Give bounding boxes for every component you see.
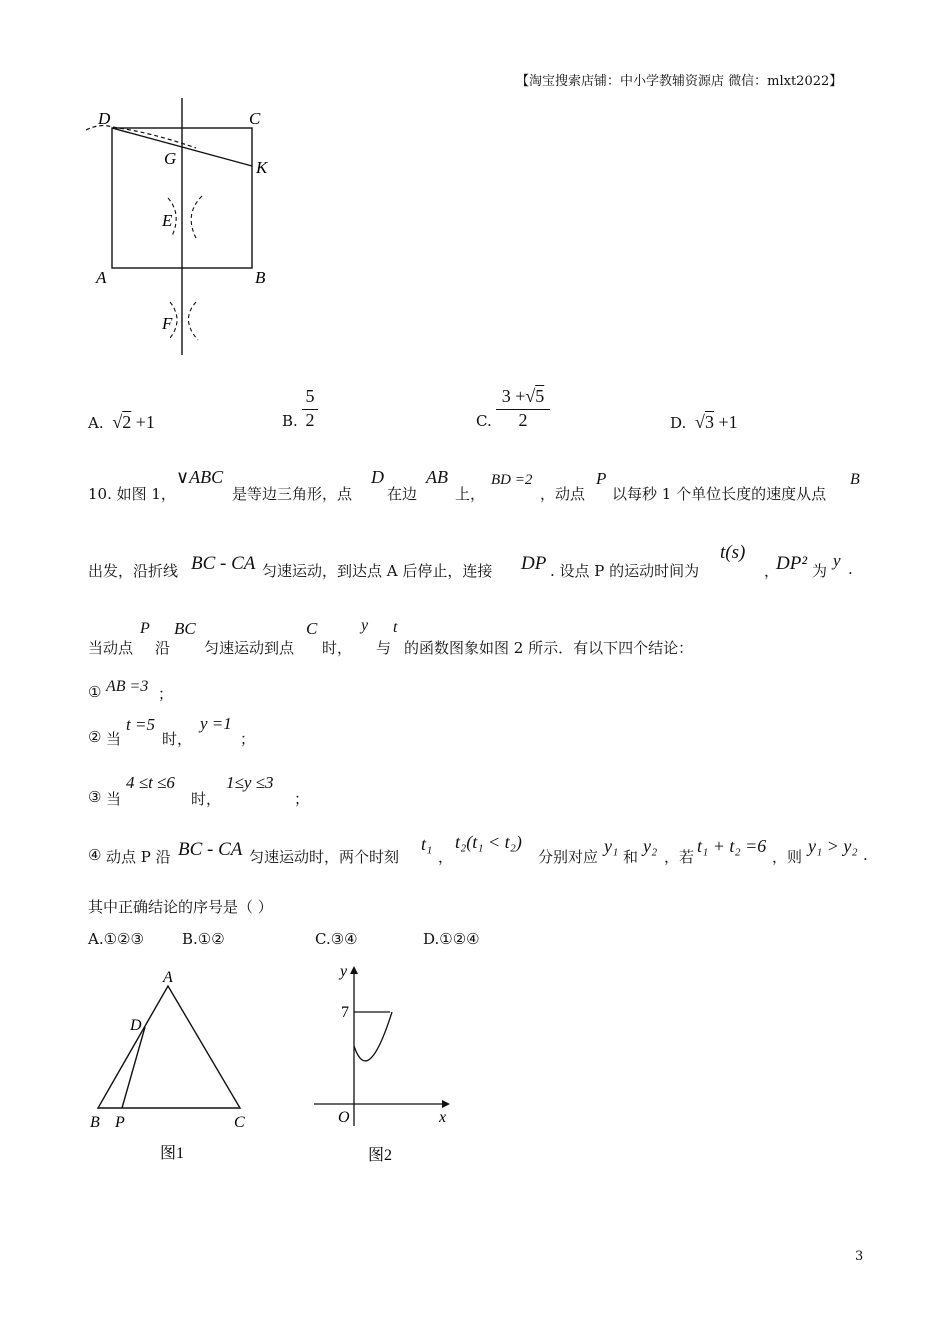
conclusion-4-text5: ，则	[772, 848, 803, 866]
fig1-label-b: B	[90, 1114, 100, 1131]
q10-option-b[interactable]: B.①②	[182, 930, 225, 948]
conclusion-4-number: ④	[88, 846, 102, 864]
label-b: B	[255, 268, 266, 287]
q10-option-d[interactable]: D.①②④	[423, 930, 480, 948]
q10-l3-text6: 的函数图象如图 2 所示．有以下四个结论：	[404, 639, 694, 657]
conclusion-2-end: ；	[240, 730, 256, 748]
q10-l3-y: y	[361, 617, 369, 634]
q10-l3-c: C	[306, 619, 318, 638]
option-c-numerator: 3 +√5	[501, 386, 545, 406]
fig1-caption: 图1	[160, 1145, 185, 1162]
option-a-label: A.	[88, 414, 104, 432]
conclusion-4-path: BC - CA	[178, 839, 243, 860]
page-number: 3	[855, 1249, 864, 1264]
conclusion-3-text2: 时，	[191, 790, 222, 808]
q10-l1-text5: 以每秒 1 个单位长度的速度从点	[612, 485, 827, 503]
conclusion-3-text1: 当	[106, 790, 122, 808]
option-d-radicand: 3	[704, 412, 714, 432]
q10-l2-text6: .	[848, 560, 853, 578]
conclusion-2-number: ②	[88, 728, 102, 746]
q10-l1-text4: ，动点	[540, 485, 586, 503]
conclusion-4-t1: t₁	[421, 834, 433, 854]
q10-l2-dp: DP	[521, 553, 547, 574]
y-axis-arrow	[350, 966, 358, 974]
conclusion-4-y1: y₁	[604, 836, 619, 856]
label-g: G	[164, 149, 177, 168]
q10-question: 其中正确结论的序号是（ ）	[88, 898, 273, 916]
fig2-label-x: x	[439, 1109, 447, 1126]
q10-l1-ab: AB	[426, 467, 448, 487]
label-a: A	[96, 268, 107, 287]
conclusion-2-math1: t =5	[126, 715, 155, 734]
conclusion-4-and: 和	[623, 848, 639, 866]
option-a-math: √2 +1	[112, 412, 155, 432]
conclusion-4-comma: ，	[438, 848, 454, 866]
q10-l3-text3: 匀速运动到点	[204, 639, 295, 657]
q10-l2-y: y	[833, 551, 841, 570]
conclusion-4-sum: t₁ + t₂ =6	[697, 836, 767, 856]
fig1-label-d: D	[130, 1017, 142, 1034]
option-c-denominator: 2	[496, 409, 550, 431]
q10-l1-p: P	[596, 469, 607, 488]
conclusion-4-y2: y₂	[643, 836, 658, 856]
q10-l3-text2: 沿	[155, 639, 171, 657]
fig2-label-o: O	[338, 1109, 350, 1126]
conclusion-4-text3: 分别对应	[538, 848, 599, 866]
fig2-tick-7: 7	[341, 1004, 349, 1021]
header-note: 【淘宝搜索店铺：中小学教辅资源店 微信：mlxt2022】	[516, 74, 843, 89]
conclusion-4-end: .	[863, 846, 868, 864]
label-e: E	[162, 211, 173, 230]
label-k: K	[256, 158, 268, 177]
conclusion-4-text2: 匀速运动时，两个时刻	[249, 848, 400, 866]
q10-l2-path: BC - CA	[191, 553, 256, 574]
conclusion-3-number: ③	[88, 788, 102, 806]
q10-l1-text2: 在边	[387, 485, 418, 503]
q10-l3-text1: 当动点	[88, 639, 134, 657]
parabola-curve	[354, 1012, 392, 1061]
q10-l2-ts: t(s)	[720, 542, 746, 563]
q10-l3-text5: 与	[376, 639, 392, 657]
conclusion-3-end: ；	[294, 790, 310, 808]
label-d: D	[98, 109, 111, 128]
conclusion-4-t2-cond: t₂(t₁ < t₂)	[455, 832, 522, 852]
q10-l2-dp2: DP²	[776, 553, 808, 574]
option-d-label: D.	[670, 414, 687, 432]
conclusion-2-math2: y =1	[200, 714, 232, 733]
fig1-label-p: P	[115, 1114, 125, 1131]
conclusion-2-text1: 当	[106, 730, 122, 748]
q10-l1-bd: BD =2	[491, 472, 533, 488]
q10-l3-p: P	[140, 620, 150, 637]
q10-option-c[interactable]: C.③④	[315, 930, 358, 948]
q10-l2-text1: 出发，沿折线	[88, 562, 179, 580]
conclusion-3-math2: 1≤y ≤3	[226, 773, 274, 792]
q10-option-a[interactable]: A.①②③	[88, 930, 144, 948]
q10-number: 10. 如图 1，	[88, 485, 176, 503]
option-b-numerator: 5	[305, 386, 315, 406]
conclusion-3-math1: 4 ≤t ≤6	[126, 773, 175, 792]
option-a-tail: +1	[135, 412, 155, 432]
q10-l1-text3: 上，	[455, 485, 486, 503]
q9-option-c-label: C.	[476, 412, 492, 430]
fig2-caption: 图2	[368, 1147, 393, 1164]
q10-l2-text3: . 设点 P 的运动时间为	[550, 562, 700, 580]
q10-triangle-abc: ∨ABC	[176, 467, 224, 487]
q10-l3-bc: BC	[174, 619, 196, 638]
fig1-label-a: A	[163, 969, 173, 986]
option-c-num-head: 3 +	[501, 386, 526, 406]
option-b-denominator: 2	[302, 409, 318, 431]
option-d-tail: +1	[718, 412, 738, 432]
q10-l2-text5: 为	[812, 562, 828, 580]
q10-l3-text4: 时，	[322, 639, 353, 657]
q10-l3-t: t	[393, 619, 398, 636]
q10-l1-text1: 是等边三角形，点	[232, 485, 353, 503]
q10-l2-text4: ，	[764, 562, 780, 580]
conclusion-4-text1: 动点 P 沿	[106, 848, 171, 866]
q10-l2-text2: 匀速运动，到达点 A 后停止，连接	[262, 562, 493, 580]
q10-l1-d: D	[371, 467, 384, 487]
label-c: C	[249, 109, 261, 128]
x-axis-arrow	[442, 1100, 450, 1108]
q10-l1-b: B	[850, 471, 860, 488]
option-c-num-radicand: 5	[535, 386, 545, 406]
conclusion-1-number: ①	[88, 683, 102, 701]
fig1-label-c: C	[234, 1114, 245, 1131]
option-a-radicand: 2	[122, 412, 132, 432]
fig2-label-y: y	[340, 963, 348, 980]
conclusion-1-math: AB =3	[106, 678, 149, 695]
label-f: F	[162, 314, 173, 333]
conclusion-4-text4: ，若	[664, 848, 695, 866]
conclusion-2-text2: 时，	[162, 730, 193, 748]
option-d-math: √3 +1	[695, 412, 738, 432]
conclusion-4-compare: y₁ > y₂	[808, 836, 858, 856]
conclusion-1-end: ；	[158, 685, 174, 703]
q9-option-b-label: B.	[282, 412, 298, 430]
